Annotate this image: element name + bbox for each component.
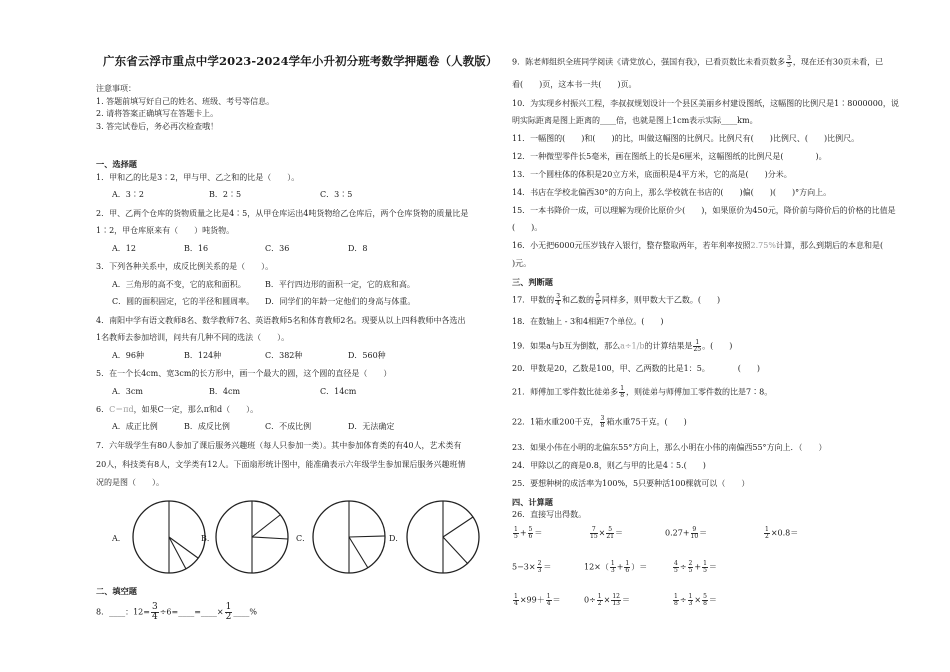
fraction: $\frac{1}{2}$ [225,602,232,622]
question-14: 14．书店在学校北偏西30°的方向上，那么学校就在书店的( )偏( )( )°方向上。 [512,188,832,197]
note-item: 1. 答题前填写好自己的姓名、班级、考号等信息。 [96,97,275,106]
question-10-line1: 10．为实现乡村振兴工程，李叔叔规划设计一个县区美丽乡村建设图纸，这幅图的比例尺是1∶8000000，说 [512,99,899,108]
formula: C＝πd [109,405,134,414]
question-9-line1: 9．陈老师组织全班同学阅读《请党放心，强国有我》，已看页数比未看页数多 $\frac{3}{5}$ ，现在还有30页未看，已 [512,55,884,69]
fraction: $\frac{1}{25}$ [693,339,702,353]
section-judge: 三、判断题 [512,277,553,287]
fraction: $\frac{3}{4}$ [151,602,158,622]
calc-item: $\frac{1}{2}$ ×0.8＝ [765,526,799,540]
calc-item: 0÷ $\frac{1}{2}$ × $\frac{12}{13}$ ＝ [584,593,630,607]
calc-item: $\frac{7}{15}$ × $\frac{5}{21}$ ＝ [590,526,623,540]
question-17: 17．甲数的 $\frac{3}{4}$ 和乙数的 $\frac{5}{6}$ 同样多，则甲数大于乙数。( ) [512,293,721,307]
pie-chart-c [311,499,387,575]
note-item: 2. 请将答案正确填写在答题卡上。 [96,109,219,118]
option: D．无法确定 [348,422,395,431]
pie-label-c: C． [296,534,311,543]
question-8: 8．____：12= $\frac{3}{4}$ ÷6=____=____× $\frac{1}{2}$ ____% [96,602,257,622]
option: C．3∶5 [320,190,353,199]
fraction: $\frac{5}{6}$ [596,293,600,307]
exam-title: 广东省云浮市重点中学2023-2024学年小升初分班考数学押题卷（人教版） [103,54,498,68]
question-16-line1: 16．小无把6000元压岁钱存入银行，整存整取两年，若年利率按照2.75%计算，那么到期后的本息和是( [512,241,884,250]
option: A．三角形的高不变，它的底和面积。 [112,280,246,289]
question-7-line1: 7．六年级学生有80人参加了课后服务兴趣班（每人只参加一类）。其中参加体育类的有40人，艺术类有 [96,441,462,450]
option: A．成正比例 [112,422,158,431]
question-6: 6．C＝πd，如果C一定，那么π和d（ ）。 [96,405,259,414]
question-15-line2: ( )。 [512,223,543,232]
section-choice: 一、选择题 [96,159,137,169]
question-15-line1: 15．一本书降价一成，可以理解为现价比原价少( )，如果原价为450元，降价前与降价后的价格的比值是 [512,206,896,215]
note-item: 3. 答完试卷后，务必再次检查哦！ [96,122,219,131]
option: C．不成比例 [265,422,312,431]
expression: a÷1/b [620,341,645,351]
question-25: 25．要想种树的成活率为100%，5只要种活100棵就可以（ ） [512,479,750,488]
question-9-line2: 看( )页，这本书一共( )页。 [512,80,637,89]
option: D．同学们的年龄一定他们的身高与体重。 [265,297,416,306]
question-2-line2: 1∶2，甲仓库原来有（ ）吨货物。 [96,226,235,235]
option: A．96种 [112,351,144,360]
fraction: $\frac{3}{5}$ [787,55,791,69]
question-13: 13．一个圆柱体的体积是20立方米，底面积是4平方米，它的高是( )分米。 [512,170,792,179]
pie-chart-a [131,499,207,575]
calc-item: $\frac{1}{8}$ ÷ $\frac{1}{3}$ × $\frac{5}{8}$ ＝ [674,593,717,607]
option: D．8 [348,244,368,253]
question-22: 22．1箱水重200千克， $\frac{3}{8}$ 箱水重75千克。( ) [512,415,687,429]
question-3: 3．下列各种关系中，成反比例关系的是（ ）。 [96,262,274,271]
question-1: 1．甲和乙的比是3∶2，甲与甲、乙之和的比是（ ）。 [96,173,300,182]
calc-item: $\frac{1}{4}$ ×99＋ $\frac{1}{4}$ ＝ [514,593,561,607]
calc-item: $\frac{4}{5}$ ÷ $\frac{2}{5}$ + $\frac{1}{5}$ ＝ [674,560,717,574]
question-7-line3: 况的是图（ ）。 [96,478,164,487]
pie-chart-d [405,499,481,575]
interest-rate: 2.75% [750,241,776,250]
question-12: 12．一种微型零件长5毫米，画在图纸上的长是6厘米，这幅图纸的比例尺是( )。 [512,152,827,161]
section-fill: 二、填空题 [96,586,137,596]
calc-item: 0.27+ $\frac{9}{10}$ ＝ [665,526,708,540]
option: B．2∶5 [209,190,242,199]
question-4-line1: 4．南阳中学有语文教师8名、数学教师7名、英语教师5名和体育教师2名。现要从以上四科教师中各选出 [96,316,466,325]
question-4-line2: 1名教师去参加培训，问共有几种不同的选法（ ）。 [96,333,290,342]
question-24: 24．甲除以乙的商是0.8，则乙与甲的比是4∶5.( ) [512,461,706,470]
notes-heading: 注意事项： [96,84,136,93]
question-5: 5．在一个长4cm、宽3cm的长方形中，画一个最大的圆，这个圆的直径是（ ） [96,369,392,378]
option: B．成反比例 [184,422,230,431]
pie-label-a: A． [112,534,126,543]
question-21: 21．师傅加工零件数比徒弟多 $\frac{1}{8}$ ，则徒弟与师傅加工零件数的比是7∶8。 [512,385,773,399]
option: C．36 [265,244,290,253]
option: C．圆的面积固定，它的半径和圆周率。 [112,297,255,306]
option: A．3cm [112,387,143,396]
question-23: 23．如果小伟在小明的北偏东55°方向上，那么小明在小伟的南偏西55°方向上．（ ） [512,443,827,452]
option: B．124种 [184,351,222,360]
option: A．12 [112,244,136,253]
pie-chart-b [214,499,290,575]
fraction: $\frac{3}{4}$ [556,293,561,307]
calc-item: 12×（ $\frac{1}{3}$ + $\frac{1}{6}$ ）＝ [584,560,648,574]
option: D．560种 [348,351,386,360]
question-10-line2: 明实际距离是图上距离的____倍，也就是图上1cm表示实际____km。 [512,116,758,125]
option: B．16 [184,244,209,253]
question-11: 11．一幅图的( )和( )的比，叫做这幅图的比例尺。比例尺有( )比例尺、( )比例尺。 [512,134,860,143]
question-7-line2: 20人，科技类有8人，文学类有12人。下面扇形统计图中，能准确表示六年级学生参加课后服务兴趣班情 [96,460,466,469]
calc-item: $\frac{1}{5}$ + $\frac{5}{6}$ ＝ [514,526,543,540]
section-calc: 四、计算题 [512,497,553,507]
option: C．382种 [265,351,303,360]
question-19: 19．如果a与b互为倒数，那么a÷1/b的计算结果是 $\frac{1}{25}$ 。( ) [512,339,733,353]
fraction: $\frac{3}{8}$ [600,415,605,429]
option: C．14cm [320,387,357,396]
option: B．平行四边形的面积一定，它的底和高。 [265,280,415,289]
question-2-line1: 2．甲、乙两个仓库的货物质量之比是4∶5，从甲仓库运出4吨货物给乙仓库后，两个仓库货物的质量比是 [96,209,469,218]
pie-label-b: B． [201,534,215,543]
pie-label-d: D． [389,534,404,543]
calc-item: 5−3× $\frac{2}{3}$ ＝ [512,560,552,574]
question-20: 20．甲数是20，乙数是100，甲、乙两数的比是1：5。 ( ) [512,364,761,373]
question-18: 18．在数轴上 - 3和4相距7个单位。( ) [512,317,664,326]
question-16-line2: )元。 [512,259,532,268]
option: A．3∶2 [112,190,144,199]
option: B．4cm [209,387,241,396]
fraction: $\frac{1}{8}$ [620,385,625,399]
question-26: 26．直接写出得数。 [512,510,587,519]
